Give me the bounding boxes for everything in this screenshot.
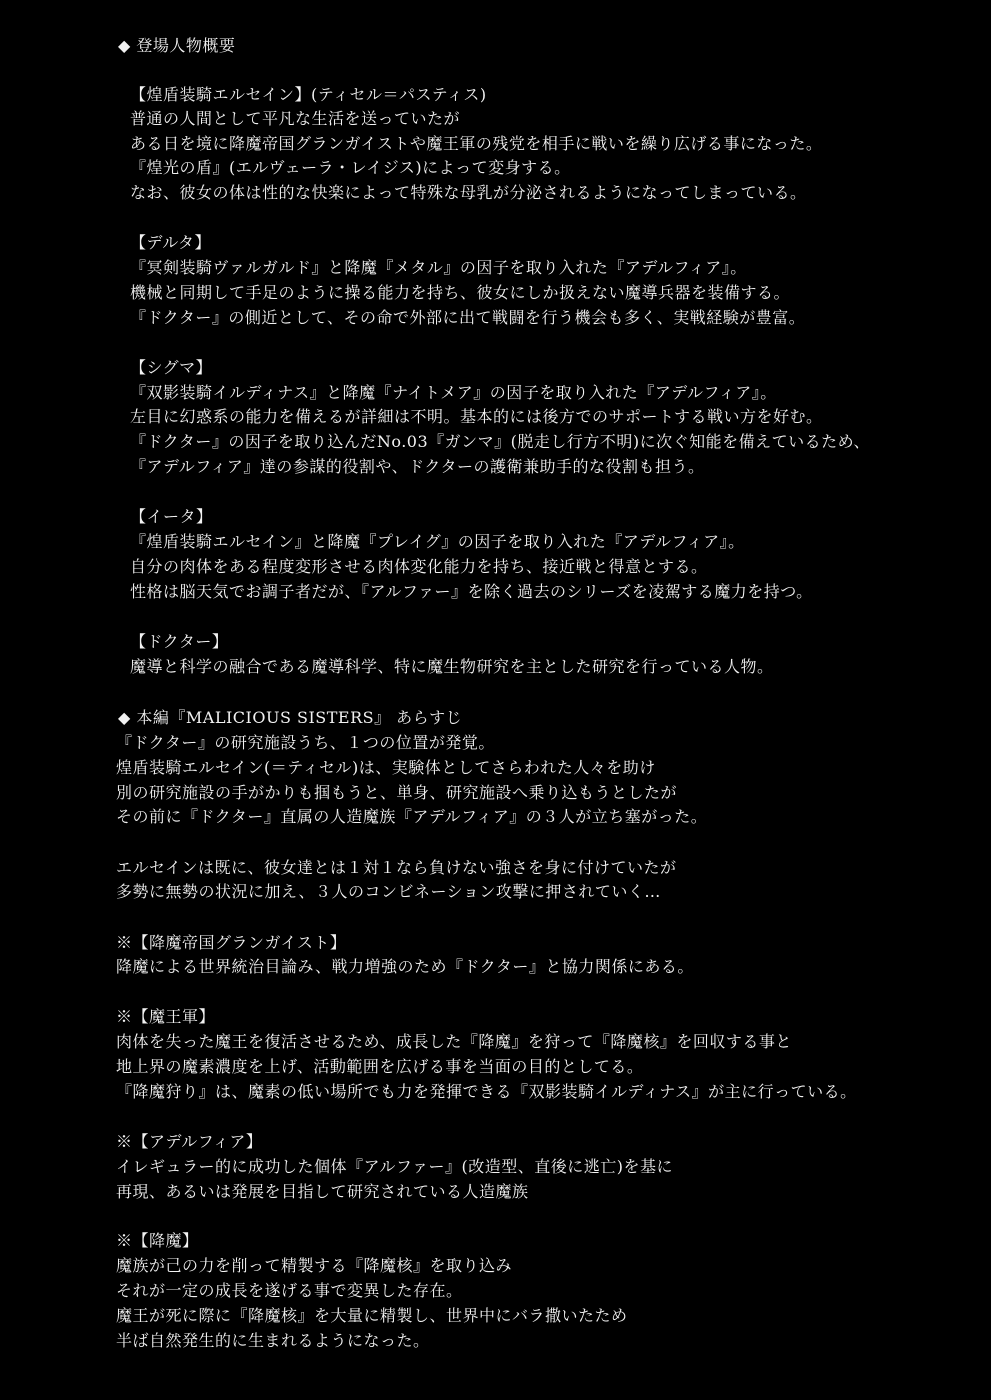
- plot-text: 肉体を失った魔王を復活させるため、成長した『降魔』を狩って『降魔核』を回収する事と: [116, 1032, 792, 1051]
- plot-heading: ◆ 本編『MALICIOUS SISTERS』 あらすじ: [118, 708, 463, 727]
- character-description: ある日を境に降魔帝国グランガイストや魔王軍の残党を相手に戦いを繰り広げる事になった。: [130, 134, 823, 153]
- note-title: ※【降魔】: [116, 1231, 199, 1250]
- plot-text: それが一定の成長を遂げる事で変異した存在。: [116, 1281, 463, 1300]
- character-name: 【煌盾装騎エルセイン】(ティセル＝パスティス): [130, 85, 487, 104]
- plot-text: 半ば自然発生的に生まれるようになった。: [116, 1331, 430, 1350]
- plot-text: 地上界の魔素濃度を上げ、活動範囲を広げる事を当面の目的としてる。: [116, 1057, 644, 1076]
- character-description: 『アデルフィア』達の参謀的役割や、ドクターの護衛兼助手的な役割も担う。: [130, 457, 705, 476]
- plot-text: 魔族が己の力を削って精製する『降魔核』を取り込み: [116, 1256, 513, 1275]
- character-description: 魔導と科学の融合である魔導科学、特に魔生物研究を主とした研究を行っている人物。: [130, 657, 774, 676]
- plot-text: 再現、あるいは発展を目指して研究されている人造魔族: [116, 1182, 529, 1201]
- plot-text: 『降魔狩り』は、魔素の低い場所でも力を発揮できる『双影装騎イルディナス』が主に行っている。: [116, 1082, 857, 1101]
- character-description: 『煌光の盾』(エルヴェーラ・レイジス)によって変身する。: [130, 158, 571, 177]
- note-title: ※【アデルフィア】: [116, 1132, 263, 1151]
- character-description: 普通の人間として平凡な生活を送っていたが: [130, 109, 461, 128]
- character-description: 『ドクター』の因子を取り込んだNo.03『ガンマ』(脱走し行方不明)に次ぐ知能を備えているため、: [130, 432, 871, 451]
- character-description: なお、彼女の体は性的な快楽によって特殊な母乳が分泌されるようになってしまっている。: [130, 183, 807, 202]
- characters-heading: ◆ 登場人物概要: [118, 36, 236, 55]
- character-description: 『双影装騎イルディナス』と降魔『ナイトメア』の因子を取り入れた『アデルフィア』。: [130, 383, 777, 402]
- note-title: ※【降魔帝国グランガイスト】: [116, 933, 347, 952]
- character-description: 性格は脳天気でお調子者だが、『アルファー』を除く過去のシリーズを凌駕する魔力を持つ。: [130, 582, 813, 601]
- character-description: 『煌盾装騎エルセイン』と降魔『プレイグ』の因子を取り入れた『アデルフィア』。: [130, 532, 745, 551]
- plot-text: 煌盾装騎エルセイン(＝ティセル)は、実験体としてさらわれた人々を助け: [116, 758, 656, 777]
- character-name: 【イータ】: [130, 507, 213, 526]
- plot-text: エルセインは既に、彼女達とは１対１なら負けない強さを身に付けていたが: [116, 858, 677, 877]
- plot-text: 別の研究施設の手がかりも掴もうと、単身、研究施設へ乗り込もうとしたが: [116, 783, 678, 802]
- plot-text: その前に『ドクター』直属の人造魔族『アデルフィア』の３人が立ち塞がった。: [116, 807, 708, 826]
- plot-text: 魔王が死に際に『降魔核』を大量に精製し、世界中にバラ撒いたため: [116, 1306, 628, 1325]
- character-name: 【デルタ】: [130, 233, 212, 252]
- character-description: 左目に幻惑系の能力を備えるが詳細は不明。基本的には後方でのサポートする戦い方を好む。: [130, 407, 823, 426]
- plot-text: 多勢に無勢の状況に加え、３人のコンビネーション攻撃に押されていく…: [116, 882, 661, 901]
- character-description: 『冥剣装騎ヴァルガルド』と降魔『メタル』の因子を取り入れた『アデルフィア』。: [130, 258, 747, 277]
- plot-text: 『ドクター』の研究施設うち、１つの位置が発覚。: [116, 733, 495, 752]
- note-title: ※【魔王軍】: [116, 1007, 216, 1026]
- character-name: 【ドクター】: [130, 632, 229, 651]
- character-description: 機械と同期して手足のように操る能力を持ち、彼女にしか扱えない魔導兵器を装備する。: [130, 283, 791, 302]
- character-description: 『ドクター』の側近として、その命で外部に出て戦闘を行う機会も多く、実戦経験が豊富。: [130, 308, 806, 327]
- plot-text: 降魔による世界統治目論み、戦力増強のため『ドクター』と協力関係にある。: [116, 957, 694, 976]
- character-description: 自分の肉体をある程度変形させる肉体変化能力を持ち、接近戦と得意とする。: [130, 557, 708, 576]
- plot-text: イレギュラー的に成功した個体『アルファー』(改造型、直後に逃亡)を基に: [116, 1157, 674, 1176]
- character-name: 【シグマ】: [130, 358, 213, 377]
